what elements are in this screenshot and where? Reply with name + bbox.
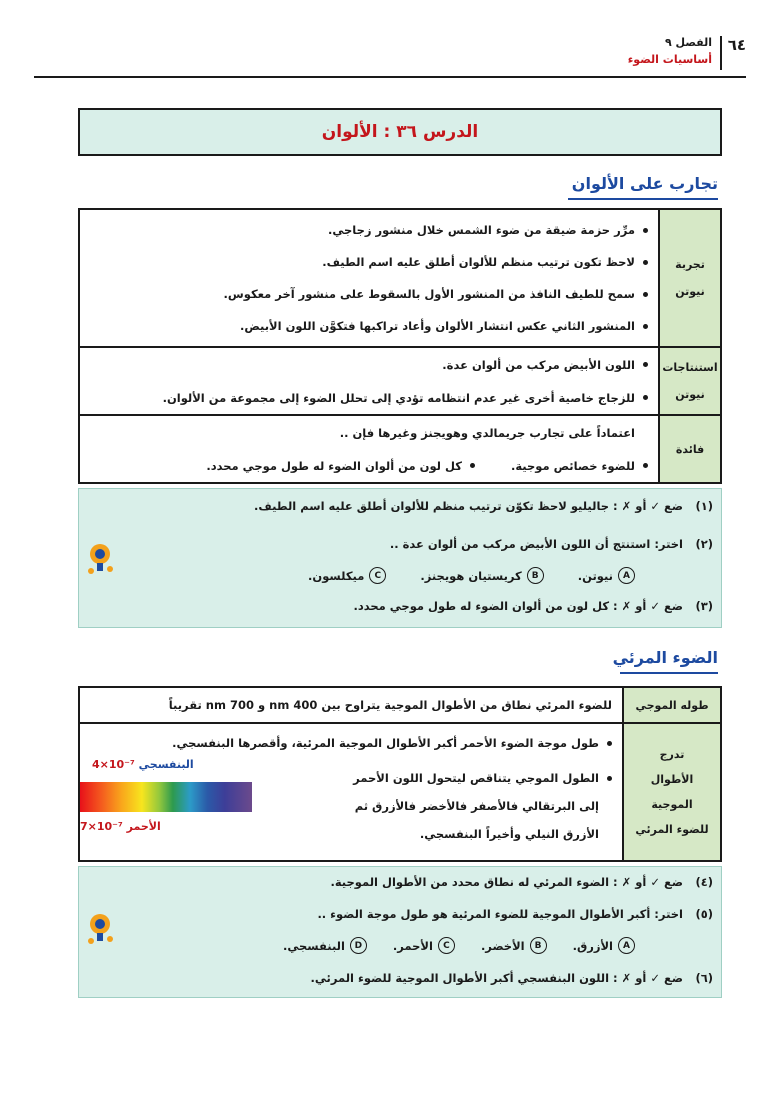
row-intro: اعتماداً على تجارب جريمالدي وهويجنز وغيرها فإن ..	[339, 425, 635, 440]
section-title-visible-light: الضوء المرئي	[612, 648, 718, 667]
chapter-title: أساسيات الضوء	[627, 53, 712, 66]
answer-options	[308, 567, 635, 584]
section-title-experiments: تجارب على الألوان	[571, 174, 718, 193]
page-number: ٦٤	[727, 36, 746, 54]
list-item: مرِّر حزمة ضيقة من ضوء الشمس خلال منشور زجاجي.	[90, 223, 648, 237]
row-content: للضوء المرئي نطاق من الأطوال الموجية يتراوح بين 400 nm و 700 nm تقريباً	[168, 698, 612, 712]
row-content	[80, 416, 658, 482]
question-box-1	[78, 488, 722, 628]
thinker-icon	[83, 911, 117, 947]
lesson-title-box	[78, 108, 722, 156]
list-item: المنشور الثاني عكس انتشار الألوان وأعاد تراكبها فتكوَّن اللون الأبيض.	[90, 319, 648, 333]
list-item: سمح للطيف النافذ من المنشور الأول بالسقوط على منشور آخر معكوس.	[90, 287, 648, 301]
row-label: فائدة	[658, 416, 720, 482]
question-box-2	[78, 866, 722, 998]
color-spectrum-bar	[80, 782, 252, 812]
question-item: (٤) ضع ✓ أو ✗ : الضوء المرئي له نطاق محدد من الأطوال الموجية.	[330, 875, 713, 889]
list-item: اللون الأبيض مركب من ألوان عدة.	[90, 358, 648, 372]
row-label: طوله الموجي	[622, 688, 720, 722]
row-label: تدرج الأطوال الموجية للضوء المرئي	[622, 724, 720, 860]
question-item: (٢) اختر: استنتج أن اللون الأبيض مركب من ألوان عدة ..	[389, 537, 713, 551]
table-row-wavelength	[80, 688, 720, 724]
section-underline	[620, 672, 718, 674]
row-content	[80, 348, 658, 414]
option-a[interactable]: A الأزرق.	[573, 937, 635, 954]
question-item: (٦) ضع ✓ أو ✗ : اللون البنفسجي أكبر الأطوال الموجية للضوء المرئي.	[310, 971, 713, 985]
question-item: (٣) ضع ✓ أو ✗ : كل لون من ألوان الضوء له طول موجي محدد.	[353, 599, 713, 613]
experiments-table	[78, 208, 722, 484]
question-item: (١) ضع ✓ أو ✗ : جاليليو لاحظ تكوّن ترتيب منظم للألوان أطلق عليه اسم الطيف.	[254, 499, 713, 513]
list-item: للزجاج خاصية أخرى غير عدم انتظامه تؤدي إلى تحلل الضوء إلى مجموعة من الألوان.	[90, 391, 648, 405]
option-c[interactable]: C ميكلسون.	[308, 567, 386, 584]
row-content	[80, 210, 658, 346]
table-row-newton-experiment	[80, 210, 720, 348]
option-a[interactable]: A نيوتن.	[578, 567, 635, 584]
spectrum-red-label: 7×10⁻⁷ الأحمر	[80, 820, 161, 833]
list-item: لاحظ تكون ترتيب منظم للألوان أطلق عليه اسم الطيف.	[90, 255, 648, 269]
option-b[interactable]: B الأخضر.	[481, 937, 547, 954]
table-row-benefit	[80, 416, 720, 482]
list-item: الطول الموجي يتناقص ليتحول اللون الأحمر إلى البرتقالي فالأصفر فالأخضر فالأزرق ثم الأزرق النيلي وأخيراً البنفسجي.	[350, 764, 612, 848]
section-underline	[568, 198, 718, 200]
header-rule	[34, 76, 746, 78]
table-row-newton-conclusions	[80, 348, 720, 416]
table-row-gradient	[80, 724, 720, 860]
row-label: تجربة نيوتن	[658, 210, 720, 346]
row-content	[80, 724, 622, 860]
list-item: للضوء خصائص موجية. كل لون من ألوان الضوء له طول موجي محدد.	[90, 459, 648, 473]
visible-light-table	[78, 686, 722, 862]
chapter-label: الفصل ٩	[664, 36, 712, 49]
row-label: استنتاجات نيوتن	[658, 348, 720, 414]
question-item: (٥) اختر: أكبر الأطوال الموجية للضوء المرئية هو طول موجة الضوء ..	[317, 907, 713, 921]
list-item: طول موجة الضوء الأحمر أكبر الأطوال الموجية المرئية، وأقصرها البنفسجي.	[172, 736, 612, 750]
lesson-title: الدرس ٣٦ : الألوان	[321, 122, 479, 142]
thinker-icon	[83, 541, 117, 577]
option-b[interactable]: B كريستيان هويجنز.	[420, 567, 543, 584]
page-header	[34, 34, 746, 80]
option-c[interactable]: C الأحمر.	[393, 937, 455, 954]
spectrum-violet-label: 4×10⁻⁷ البنفسجي	[92, 758, 194, 771]
option-d[interactable]: D البنفسجي.	[283, 937, 367, 954]
answer-options	[283, 937, 635, 954]
header-divider	[720, 36, 722, 70]
